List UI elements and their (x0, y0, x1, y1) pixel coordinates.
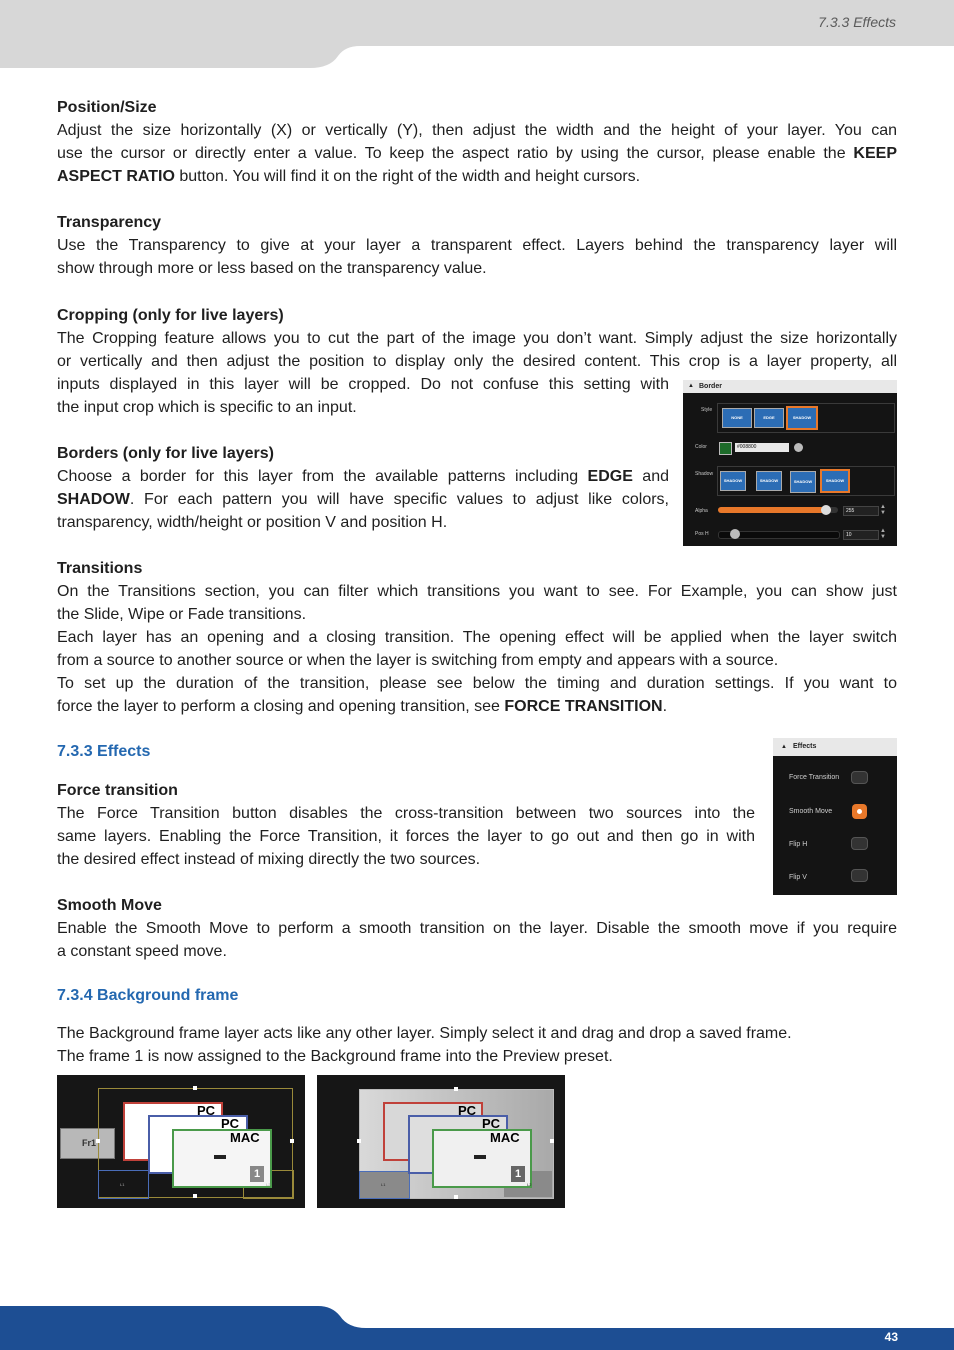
layer-pc-1-label: PC (458, 1103, 477, 1118)
paragraph-line: ASPECT RATIO button. You will find it on the right of the width and height cursors. (57, 168, 641, 185)
page-header-band (0, 0, 954, 70)
paragraph-line: Each layer has an opening and a closing transition. The opening effect will be applied when the layer switch (57, 629, 897, 646)
shadow-options-box (717, 466, 895, 496)
preview-screenshot-before (57, 1075, 305, 1208)
layer-badge (474, 1155, 486, 1159)
paragraph-line: SHADOW. For each pattern you will have specific values to adjust like colors, (57, 491, 669, 508)
shadow-option[interactable]: SHADOW (720, 471, 746, 491)
paragraph-line: same layers. Enabling the Force Transition, it forces the layer to go out and then go in with (57, 828, 755, 845)
alpha-slider-fill (718, 507, 831, 513)
style-options-box (717, 403, 895, 433)
paragraph-line: The Background frame layer acts like any other layer. Simply select it and drag and drop a saved frame. (57, 1025, 792, 1042)
paragraph-line: the Slide, Wipe or Fade transitions. (57, 606, 307, 623)
shadow-option[interactable]: SHADOW (756, 471, 782, 491)
alpha-value-field[interactable]: 255 (843, 506, 879, 516)
style-option[interactable]: NONE (722, 408, 752, 428)
style-option-selected[interactable]: SHADOW (786, 406, 818, 430)
paragraph-line: the desired effect instead of mixing directly the two sources. (57, 851, 481, 868)
color-swatch[interactable] (719, 442, 732, 455)
posh-label: Pos H (695, 531, 709, 537)
paragraph-line: a constant speed move. (57, 943, 227, 960)
layer-mac-label: MAC (490, 1130, 520, 1145)
posh-slider-handle[interactable] (730, 529, 740, 539)
paragraph-line: To set up the duration of the transition, please see below the timing and duration settings. If you want to (57, 675, 897, 692)
paragraph-line: use the cursor or directly enter a value. To keep the aspect ratio by using the cursor, please enable the KEEP (57, 145, 897, 162)
force-transition-title: Force transition (57, 782, 178, 799)
smooth-move-title: Smooth Move (57, 897, 162, 914)
layer-l1-label: L1 (381, 1182, 386, 1187)
alpha-slider-handle[interactable] (821, 505, 831, 515)
paragraph-line: inputs displayed in this layer will be cropped. Do not confuse this setting with (57, 376, 669, 393)
page-footer-band (0, 1300, 954, 1350)
frame-label: Fr1 (82, 1138, 97, 1148)
smooth-move-section (57, 894, 897, 963)
effect-item-label: Smooth Move (789, 808, 833, 815)
position-size-title: Position/Size (57, 99, 157, 116)
resize-handle[interactable] (96, 1139, 100, 1143)
paragraph-line: The Cropping feature allows you to cut the part of the image you don’t want. Simply adjust the size horizontally (57, 330, 897, 347)
force-transition-toggle[interactable] (851, 771, 868, 784)
alpha-label: Alpha (695, 508, 708, 514)
effect-item-label: Force Transition (789, 774, 840, 781)
layer-number-icon: 1 (250, 1166, 264, 1182)
force-transition-section (57, 779, 755, 871)
border-panel-header (683, 380, 897, 393)
paragraph-line: show through more or less based on the transparency value. (57, 260, 487, 277)
resize-handle[interactable] (454, 1087, 458, 1091)
style-option[interactable]: EDGE (754, 408, 784, 428)
borders-title: Borders (only for live layers) (57, 445, 274, 462)
preview-screenshot-after (317, 1075, 565, 1208)
effects-panel-title: Effects (793, 743, 817, 750)
border-panel-screenshot (683, 380, 897, 546)
layer-badge (214, 1155, 226, 1159)
transparency-title: Transparency (57, 214, 162, 231)
flip-h-toggle[interactable] (851, 837, 868, 850)
smooth-move-toggle[interactable] (852, 804, 867, 819)
color-value-field[interactable]: #008800 (735, 443, 789, 452)
paragraph-line: or vertically and then adjust the position to display only the desired content. This crop is a layer property, all (57, 353, 897, 370)
toggle-on-indicator (856, 808, 863, 815)
flip-v-toggle[interactable] (851, 869, 868, 882)
resize-handle[interactable] (193, 1194, 197, 1198)
layer-l2-label: L2 (527, 1182, 532, 1187)
shadow-option[interactable]: SHADOW (790, 471, 816, 493)
page-number: 43 (884, 1330, 898, 1344)
layer-pc-2-label: PC (482, 1116, 501, 1131)
color-label: Color (695, 444, 707, 450)
resize-handle[interactable] (290, 1139, 294, 1143)
layer-number-icon: 1 (511, 1166, 525, 1182)
resize-handle[interactable] (193, 1086, 197, 1090)
paragraph-line: Use the Transparency to give at your layer a transparent effect. Layers behind the transparency layer will (57, 237, 897, 254)
layer-pc-1-label: PC (197, 1103, 216, 1118)
posh-stepper-icon[interactable]: ▲ ▼ (880, 528, 886, 540)
alpha-stepper-icon[interactable]: ▲ ▼ (880, 504, 886, 516)
background-frame-section (57, 1022, 897, 1068)
effect-item-label: Flip V (789, 874, 807, 881)
paragraph-line: from a source to another source or when the layer is switching from empty and appears with a source. (57, 652, 779, 669)
paragraph-line: Adjust the size horizontally (X) or vertically (Y), then adjust the width and the height of your layer. You can (57, 122, 897, 139)
effects-heading: 7.3.3 Effects (57, 743, 151, 760)
paragraph-line: force the layer to perform a closing and opening transition, see FORCE TRANSITION. (57, 698, 668, 715)
paragraph-line: The Force Transition button disables the cross-transition between two sources into the (57, 805, 755, 822)
background-frame-heading: 7.3.4 Background frame (57, 987, 239, 1004)
resize-handle[interactable] (550, 1139, 554, 1143)
paragraph-line: The frame 1 is now assigned to the Background frame into the Preview preset. (57, 1048, 613, 1065)
resize-handle[interactable] (357, 1139, 361, 1143)
borders-section (57, 442, 669, 534)
effects-panel-screenshot (773, 738, 897, 895)
layer-l1-label: L1 (120, 1182, 125, 1187)
position-size-section (57, 96, 897, 188)
collapse-arrow-icon: ▲ (781, 744, 787, 750)
transparency-section (57, 211, 897, 280)
layer-l2-label: L2 (266, 1182, 271, 1187)
layer-pc-2-label: PC (221, 1116, 240, 1131)
resize-handle[interactable] (454, 1195, 458, 1199)
transitions-section (57, 557, 897, 718)
layer-mac-label: MAC (230, 1130, 260, 1145)
posh-slider-track[interactable] (718, 531, 840, 539)
effect-item-label: Flip H (789, 841, 808, 848)
cropping-title: Cropping (only for live layers) (57, 307, 284, 324)
palette-icon[interactable] (794, 443, 803, 452)
paragraph-line: On the Transitions section, you can filter which transitions you want to see. For Example, you can show just (57, 583, 897, 600)
style-label: Style (701, 407, 713, 413)
transitions-title: Transitions (57, 560, 143, 577)
paragraph-line: transparency, width/height or position V and position H. (57, 514, 448, 531)
alpha-slider-track[interactable] (718, 507, 838, 513)
paragraph-line: Enable the Smooth Move to perform a smooth transition on the layer. Disable the smooth move if you require (57, 920, 897, 937)
posh-value-field[interactable]: 10 (843, 530, 879, 540)
border-panel-title: Border (699, 383, 722, 390)
paragraph-line: the input crop which is specific to an input. (57, 399, 357, 416)
shadow-label: Shadow (695, 471, 714, 477)
header-section-title: 7.3.3 Effects (818, 14, 896, 30)
collapse-arrow-icon: ▲ (688, 383, 694, 389)
effects-panel-header (773, 738, 897, 756)
paragraph-line: Choose a border for this layer from the available patterns including EDGE and (57, 468, 670, 485)
shadow-option-selected[interactable]: SHADOW (820, 469, 850, 493)
